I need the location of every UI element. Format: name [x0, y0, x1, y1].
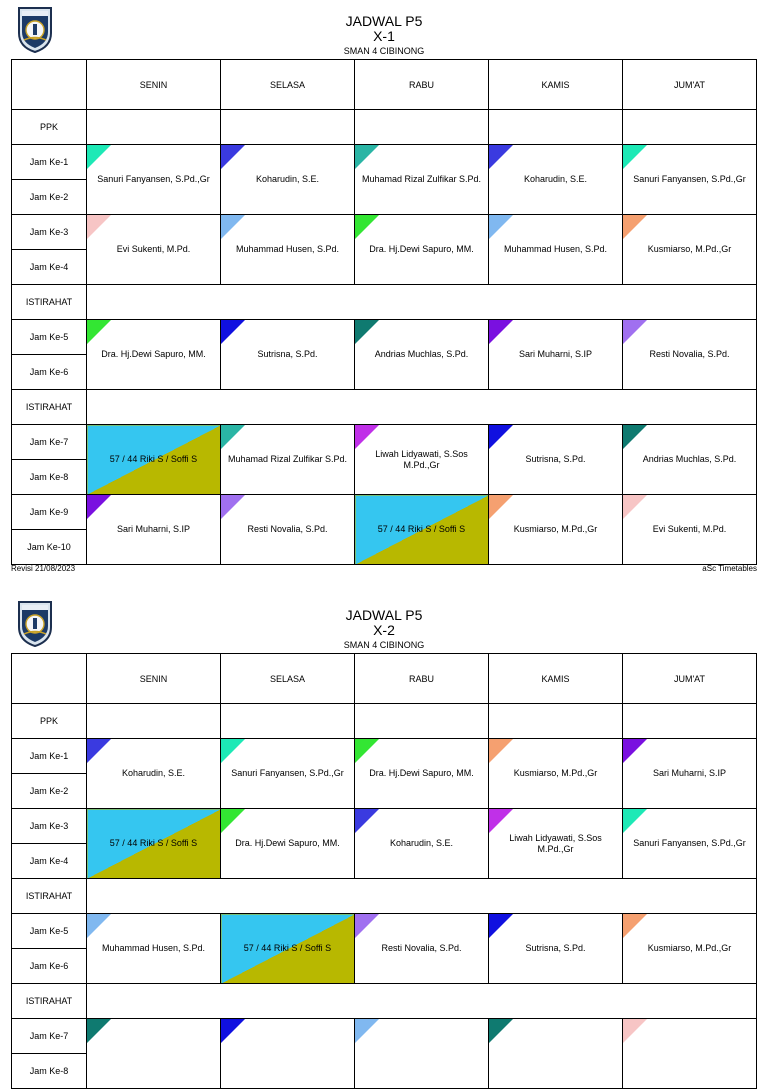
teacher-name: Muhamad Rizal Zulfikar S.Pd.	[361, 174, 482, 184]
teacher-name: Sanuri Fanyansen, S.Pd.,Gr	[633, 174, 746, 184]
subject-color-marker	[221, 809, 245, 833]
lesson-row	[12, 320, 757, 355]
row-label-jam: Jam Ke-4	[12, 844, 87, 879]
row-label-ppk: PPK	[12, 110, 87, 145]
row-label-istirahat: ISTIRAHAT	[12, 984, 87, 1019]
row-label-jam: Jam Ke-6	[12, 949, 87, 984]
subject-color-marker	[221, 145, 245, 169]
day-header: SELASA	[221, 654, 355, 704]
row-label-jam: Jam Ke-10	[12, 530, 87, 565]
subject-color-marker	[221, 425, 245, 449]
class-name: X-2	[373, 622, 395, 638]
ppk-row	[12, 704, 757, 739]
teacher-name: Muhammad Husen, S.Pd.	[503, 244, 608, 254]
subject-color-marker	[489, 739, 513, 763]
day-header: KAMIS	[489, 60, 623, 110]
day-header-row	[12, 654, 757, 704]
school-name: SMAN 4 CIBINONG	[343, 46, 425, 56]
subject-color-marker	[221, 495, 245, 519]
subject-color-marker	[87, 914, 111, 938]
subject-color-marker	[489, 320, 513, 344]
subject-color-marker	[87, 495, 111, 519]
subject-color-marker	[87, 215, 111, 239]
lesson-row	[12, 215, 757, 250]
subject-color-marker	[623, 320, 647, 344]
lesson-row	[12, 495, 757, 530]
lesson-cell[interactable]	[623, 495, 757, 565]
lesson-cell[interactable]	[355, 320, 489, 390]
teacher-name: Dra. Hj.Dewi Sapuro, MM.	[101, 349, 206, 359]
empty-cell	[623, 110, 757, 145]
day-header: SELASA	[221, 60, 355, 110]
lesson-row	[12, 809, 757, 844]
day-header: JUM'AT	[623, 60, 757, 110]
subject-color-marker	[489, 425, 513, 449]
break-row	[12, 879, 757, 914]
teacher-name: Kusmiarso, M.Pd.,Gr	[513, 768, 598, 778]
day-header: SENIN	[87, 654, 221, 704]
lesson-cell[interactable]	[489, 145, 623, 215]
lesson-cell[interactable]	[221, 914, 355, 984]
subject-color-marker	[489, 1019, 513, 1043]
teacher-name: Liwah Lidyawati, S.Sos M.Pd.,Gr	[375, 448, 468, 470]
subject-color-marker	[221, 215, 245, 239]
lesson-cell[interactable]	[489, 809, 623, 879]
break-row	[12, 390, 757, 425]
subject-color-marker	[489, 145, 513, 169]
ppk-row	[12, 110, 757, 145]
subject-color-marker	[623, 215, 647, 239]
teacher-name: Resti Novalia, S.Pd.	[649, 349, 730, 359]
break-cell	[87, 879, 757, 914]
row-label-jam: Jam Ke-5	[12, 914, 87, 949]
lesson-cell[interactable]	[489, 425, 623, 495]
teacher-name: Sari Muharni, S.IP	[652, 768, 727, 778]
subject-color-marker	[221, 320, 245, 344]
lesson-cell[interactable]	[489, 1019, 623, 1089]
lesson-cell[interactable]	[221, 215, 355, 285]
subject-color-marker	[623, 739, 647, 763]
row-label-ppk: PPK	[12, 704, 87, 739]
subject-color-marker	[355, 809, 379, 833]
teacher-name: Sanuri Fanyansen, S.Pd.,Gr	[231, 768, 344, 778]
subject-color-marker	[489, 914, 513, 938]
subject-color-marker	[87, 145, 111, 169]
row-label-istirahat: ISTIRAHAT	[12, 390, 87, 425]
schedule-title: JADWAL P5	[345, 13, 423, 29]
corner-cell	[12, 654, 87, 704]
lesson-cell[interactable]	[221, 320, 355, 390]
day-header: RABU	[355, 654, 489, 704]
row-label-jam: Jam Ke-7	[12, 425, 87, 460]
lesson-row	[12, 914, 757, 949]
lesson-cell[interactable]	[221, 145, 355, 215]
timetable-grid	[11, 59, 757, 565]
subject-color-marker	[489, 495, 513, 519]
teacher-name: Muhammad Husen, S.Pd.	[101, 943, 206, 953]
teacher-name: Dra. Hj.Dewi Sapuro, MM.	[235, 838, 340, 848]
teacher-name: Sutrisna, S.Pd.	[257, 349, 318, 359]
lesson-cell[interactable]	[355, 425, 489, 495]
lesson-cell[interactable]	[355, 1019, 489, 1089]
empty-cell	[87, 110, 221, 145]
lesson-cell[interactable]	[87, 1019, 221, 1089]
lesson-cell[interactable]	[87, 320, 221, 390]
break-cell	[87, 390, 757, 425]
lesson-cell[interactable]	[221, 495, 355, 565]
teacher-name: Koharudin, S.E.	[389, 838, 454, 848]
subject-color-marker	[489, 215, 513, 239]
subject-color-marker	[623, 425, 647, 449]
class-name: X-1	[373, 28, 395, 44]
school-name: SMAN 4 CIBINONG	[343, 640, 425, 650]
subject-color-marker	[355, 425, 379, 449]
empty-cell	[489, 704, 623, 739]
lesson-cell[interactable]	[87, 495, 221, 565]
subject-color-marker	[221, 739, 245, 763]
row-label-jam: Jam Ke-9	[12, 495, 87, 530]
revision-note: Revisi 21/08/2023	[11, 564, 76, 573]
subject-color-marker	[355, 739, 379, 763]
row-label-istirahat: ISTIRAHAT	[12, 285, 87, 320]
subject-color-marker	[355, 145, 379, 169]
row-label-jam: Jam Ke-3	[12, 809, 87, 844]
lesson-cell[interactable]	[355, 914, 489, 984]
subject-color-marker	[87, 739, 111, 763]
subject-color-marker	[87, 1019, 111, 1043]
row-label-jam: Jam Ke-8	[12, 1054, 87, 1089]
teacher-name: Kusmiarso, M.Pd.,Gr	[513, 524, 598, 534]
lesson-cell[interactable]	[489, 215, 623, 285]
subject-color-marker	[355, 1019, 379, 1043]
lesson-cell[interactable]	[355, 809, 489, 879]
lesson-cell[interactable]	[623, 320, 757, 390]
lesson-cell[interactable]	[87, 914, 221, 984]
empty-cell	[489, 110, 623, 145]
teacher-name: Sutrisna, S.Pd.	[525, 943, 586, 953]
break-row	[12, 984, 757, 1019]
subject-color-marker	[355, 215, 379, 239]
lesson-cell[interactable]	[623, 809, 757, 879]
lesson-cell[interactable]	[489, 495, 623, 565]
teacher-name: Dra. Hj.Dewi Sapuro, MM.	[369, 768, 474, 778]
lesson-cell[interactable]	[87, 739, 221, 809]
lesson-cell[interactable]	[221, 1019, 355, 1089]
subject-color-marker	[623, 1019, 647, 1043]
row-label-jam: Jam Ke-7	[12, 1019, 87, 1054]
day-header: SENIN	[87, 60, 221, 110]
row-label-istirahat: ISTIRAHAT	[12, 879, 87, 914]
teacher-name: Sari Muharni, S.IP	[116, 524, 191, 534]
empty-cell	[355, 110, 489, 145]
teacher-name: Sari Muharni, S.IP	[518, 349, 593, 359]
day-header: RABU	[355, 60, 489, 110]
subject-color-marker	[623, 914, 647, 938]
lesson-cell[interactable]	[87, 145, 221, 215]
lesson-cell[interactable]	[355, 145, 489, 215]
teacher-name: Muhamad Rizal Zulfikar S.Pd.	[227, 454, 348, 464]
corner-cell	[12, 60, 87, 110]
empty-cell	[355, 704, 489, 739]
day-header-row	[12, 60, 757, 110]
teacher-name: Koharudin, S.E.	[523, 174, 588, 184]
sheet-title-block	[0, 14, 768, 57]
teacher-name: Muhammad Husen, S.Pd.	[235, 244, 340, 254]
teacher-name: Andrias Muchlas, S.Pd.	[374, 349, 469, 359]
lesson-cell[interactable]	[221, 809, 355, 879]
subject-color-marker	[623, 809, 647, 833]
row-label-jam: Jam Ke-2	[12, 774, 87, 809]
teacher-name: Koharudin, S.E.	[121, 768, 186, 778]
teacher-name: Kusmiarso, M.Pd.,Gr	[647, 244, 732, 254]
teacher-name: Koharudin, S.E.	[255, 174, 320, 184]
row-label-jam: Jam Ke-6	[12, 355, 87, 390]
lesson-cell[interactable]	[623, 215, 757, 285]
subject-color-marker	[355, 914, 379, 938]
row-label-jam: Jam Ke-1	[12, 739, 87, 774]
day-header: JUM'AT	[623, 654, 757, 704]
sheet-title-block	[0, 608, 768, 651]
lesson-cell[interactable]	[87, 215, 221, 285]
row-label-jam: Jam Ke-2	[12, 180, 87, 215]
empty-cell	[221, 704, 355, 739]
lesson-cell[interactable]	[623, 1019, 757, 1089]
empty-cell	[623, 704, 757, 739]
subject-color-marker	[355, 320, 379, 344]
teacher-name: Resti Novalia, S.Pd.	[381, 943, 462, 953]
lesson-cell[interactable]	[221, 739, 355, 809]
lesson-row	[12, 739, 757, 774]
subject-color-marker	[623, 145, 647, 169]
lesson-cell[interactable]	[355, 739, 489, 809]
lesson-cell[interactable]	[489, 914, 623, 984]
teacher-name: 57 / 44 Riki S / Soffi S	[243, 943, 332, 953]
row-label-jam: Jam Ke-5	[12, 320, 87, 355]
day-header: KAMIS	[489, 654, 623, 704]
teacher-name: Sanuri Fanyansen, S.Pd.,Gr	[97, 174, 210, 184]
row-label-jam: Jam Ke-3	[12, 215, 87, 250]
lesson-cell[interactable]	[623, 425, 757, 495]
teacher-name: Sutrisna, S.Pd.	[525, 454, 586, 464]
teacher-name: Sanuri Fanyansen, S.Pd.,Gr	[633, 838, 746, 848]
empty-cell	[221, 110, 355, 145]
break-cell	[87, 285, 757, 320]
teacher-name: Dra. Hj.Dewi Sapuro, MM.	[369, 244, 474, 254]
timetable-brand: aSc Timetables	[702, 564, 757, 573]
lesson-cell[interactable]	[623, 914, 757, 984]
teacher-name: 57 / 44 Riki S / Soffi S	[109, 454, 198, 464]
row-label-jam: Jam Ke-1	[12, 145, 87, 180]
subject-color-marker	[87, 320, 111, 344]
subject-color-marker	[623, 495, 647, 519]
lesson-row	[12, 145, 757, 180]
subject-color-marker	[221, 1019, 245, 1043]
subject-color-marker	[489, 809, 513, 833]
teacher-name: Resti Novalia, S.Pd.	[247, 524, 328, 534]
teacher-name: 57 / 44 Riki S / Soffi S	[377, 524, 466, 534]
teacher-name: Evi Sukenti, M.Pd.	[116, 244, 191, 254]
teacher-name: Kusmiarso, M.Pd.,Gr	[647, 943, 732, 953]
lesson-cell[interactable]	[87, 809, 221, 879]
empty-cell	[87, 704, 221, 739]
break-row	[12, 285, 757, 320]
lesson-cell[interactable]	[489, 320, 623, 390]
teacher-name: Liwah Lidyawati, S.Sos M.Pd.,Gr	[509, 832, 602, 854]
lesson-row	[12, 425, 757, 460]
row-label-jam: Jam Ke-8	[12, 460, 87, 495]
schedule-title: JADWAL P5	[345, 607, 423, 623]
lesson-cell[interactable]	[87, 425, 221, 495]
lesson-cell[interactable]	[489, 739, 623, 809]
lesson-cell[interactable]	[355, 215, 489, 285]
teacher-name: 57 / 44 Riki S / Soffi S	[109, 838, 198, 848]
lesson-cell[interactable]	[355, 495, 489, 565]
lesson-cell[interactable]	[623, 739, 757, 809]
teacher-name: Andrias Muchlas, S.Pd.	[642, 454, 737, 464]
lesson-cell[interactable]	[221, 425, 355, 495]
break-cell	[87, 984, 757, 1019]
teacher-name: Evi Sukenti, M.Pd.	[652, 524, 727, 534]
row-label-jam: Jam Ke-4	[12, 250, 87, 285]
lesson-cell[interactable]	[623, 145, 757, 215]
